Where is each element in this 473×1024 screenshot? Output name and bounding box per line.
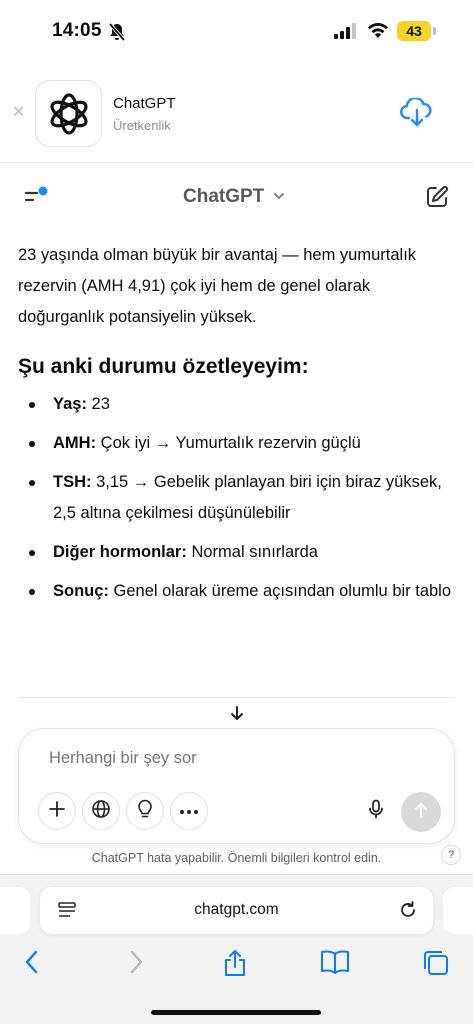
chatgpt-logo-icon[interactable] <box>35 80 102 147</box>
scroll-to-bottom-button[interactable] <box>222 700 252 730</box>
list-item-label: Sonuç: <box>53 582 109 600</box>
list-item-text: Çok iyi → Yumurtalık rezervin güçlü <box>96 434 361 452</box>
message-composer <box>18 728 455 844</box>
content-divider <box>18 697 455 698</box>
list-item <box>18 428 458 459</box>
lightbulb-icon <box>136 799 154 824</box>
banner-app-category: Üretkenlik <box>113 118 171 133</box>
app-store-banner[interactable] <box>0 62 473 163</box>
cellular-signal-icon <box>334 23 358 44</box>
microphone-icon <box>368 799 384 824</box>
reload-icon[interactable] <box>398 900 418 925</box>
battery-nub <box>433 27 436 35</box>
add-button[interactable] <box>38 792 76 830</box>
bell-muted-icon <box>108 22 126 42</box>
message-heading: Şu anki durumu özetleyeyim: <box>18 355 309 378</box>
summary-list <box>18 389 458 607</box>
globe-icon <box>91 799 111 824</box>
back-icon[interactable] <box>22 949 42 980</box>
url-text: chatgpt.com <box>194 901 279 918</box>
chat-model-title[interactable]: ChatGPT <box>183 186 265 207</box>
wifi-icon <box>367 21 389 44</box>
prompt-input[interactable] <box>49 749 409 768</box>
list-item-label: Yaş: <box>53 395 87 413</box>
arrow-up-icon <box>413 801 429 824</box>
send-button[interactable] <box>401 792 441 832</box>
forward-icon[interactable] <box>126 949 146 980</box>
close-icon[interactable]: ✕ <box>12 104 26 121</box>
list-item <box>18 537 458 568</box>
list-item-label: Diğer hormonlar: <box>53 543 187 561</box>
battery-indicator: 43 <box>397 21 431 41</box>
chevron-down-icon[interactable] <box>272 189 286 208</box>
tabs-icon[interactable] <box>422 949 450 982</box>
sidebar-menu-icon[interactable] <box>24 185 50 207</box>
address-bar[interactable] <box>40 887 433 934</box>
arrow-down-icon <box>228 704 246 727</box>
more-tools-button[interactable] <box>170 792 208 830</box>
message-intro: 23 yaşında olman büyük bir avantaj — hem yumurtalık rezervin (AMH 4,91) çok iyi hem de genel olarak doğurganlık potansiyelin yüksek. <box>18 246 417 326</box>
banner-app-name: ChatGPT <box>113 95 176 112</box>
list-item-text: 3,15 → Gebelik planlayan biri için biraz yüksek, 2,5 altına çekilmesi düşünülebilir <box>53 473 442 522</box>
list-item-text: Genel olarak üreme açısından olumlu bir tablo <box>108 582 452 600</box>
more-dots-icon <box>179 802 199 820</box>
think-button[interactable] <box>126 792 164 830</box>
home-indicator <box>151 1010 321 1015</box>
list-item <box>18 467 458 529</box>
list-item-label: TSH: <box>53 473 92 491</box>
browser-toolbar <box>0 874 473 1024</box>
disclaimer-text: ChatGPT hata yapabilir. Önemli bilgileri kontrol edin. <box>91 851 382 865</box>
list-item-text: 23 <box>86 395 110 413</box>
web-search-button[interactable] <box>82 792 120 830</box>
help-button[interactable]: ? <box>441 845 461 865</box>
status-time: 14:05 <box>52 20 102 41</box>
voice-input-button[interactable] <box>357 792 395 830</box>
cloud-download-icon[interactable] <box>400 98 434 133</box>
share-icon[interactable] <box>222 949 248 982</box>
new-chat-edit-icon[interactable] <box>425 185 449 214</box>
list-item-text: Normal sınırlarda <box>186 543 318 561</box>
plus-icon <box>48 800 66 823</box>
next-tab-preview[interactable] <box>443 887 473 934</box>
chat-header <box>0 163 473 229</box>
list-item <box>18 389 458 420</box>
bookmarks-icon[interactable] <box>320 949 350 980</box>
list-item-label: AMH: <box>53 434 97 452</box>
status-bar <box>0 0 473 62</box>
assistant-message <box>18 240 458 615</box>
list-item <box>18 576 458 607</box>
previous-tab-preview[interactable] <box>0 887 30 934</box>
